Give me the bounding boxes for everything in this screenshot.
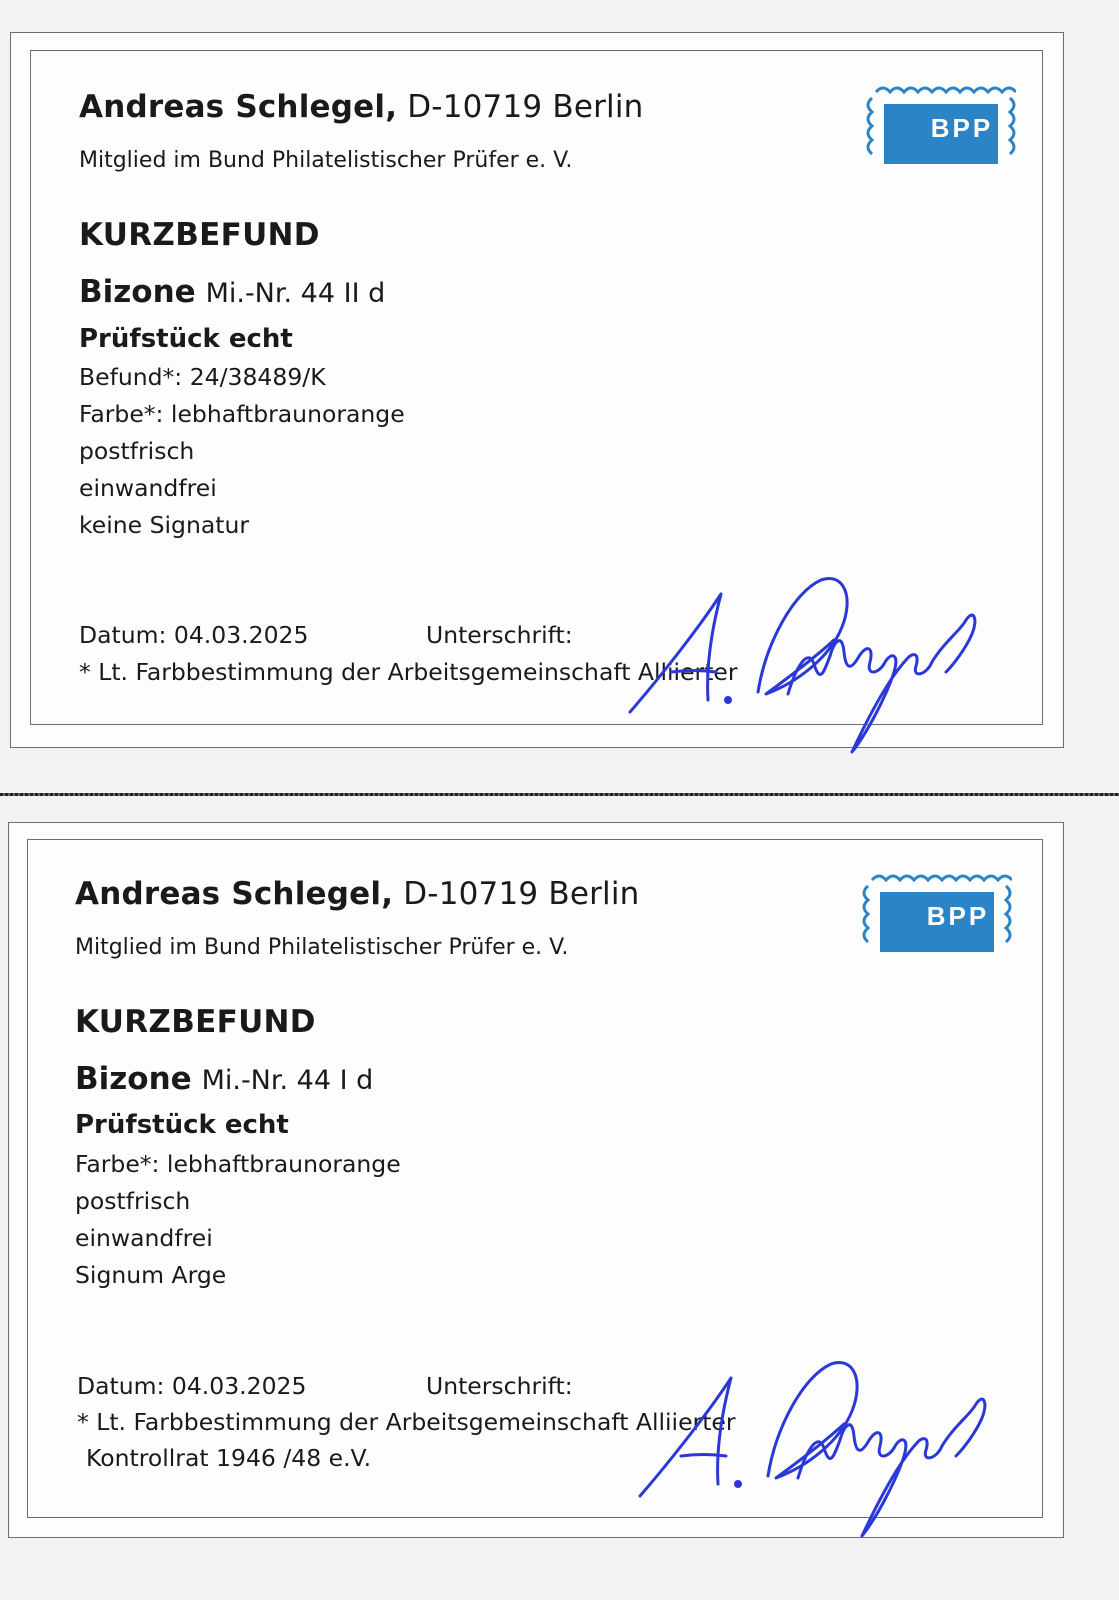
catalog-number: Mi.-Nr. 44 II d (205, 278, 386, 309)
detail-line: Signum Arge (75, 1261, 227, 1289)
detail-line: Farbe*: lebhaftbraunorange (75, 1150, 401, 1178)
stamp-identification (79, 274, 386, 310)
date-label: Datum: 04.03.2025 (79, 621, 309, 649)
bpp-badge-label: BPP (926, 901, 990, 931)
detail-line: Befund*: 24/38489/K (79, 363, 326, 391)
bpp-stamp-icon (862, 872, 1012, 962)
card-divider (0, 793, 1119, 796)
membership-line: Mitglied im Bund Philatelistischer Prüfer e. V. (75, 935, 569, 960)
verdict: Prüfstück echt (79, 324, 293, 354)
footnote-continued: Kontrollrat 1946 /48 e.V. (86, 1444, 372, 1472)
membership-line: Mitglied im Bund Philatelistischer Prüfer e. V. (79, 148, 573, 173)
signature (616, 572, 996, 762)
issuer-name: Andreas Schlegel, (75, 876, 394, 912)
issuer-name: Andreas Schlegel, (79, 89, 398, 125)
stamp-identification (75, 1061, 374, 1097)
detail-line: Farbe*: lebhaftbraunorange (79, 400, 405, 428)
issuer-header (75, 876, 640, 912)
detail-line: einwandfrei (75, 1224, 213, 1252)
footnote: * Lt. Farbbestimmung der Arbeitsgemeinschaft Alliierter (79, 658, 738, 686)
signature (626, 1356, 1006, 1546)
detail-line: keine Signatur (79, 511, 250, 539)
catalog-number: Mi.-Nr. 44 I d (201, 1065, 374, 1096)
issuer-header (79, 89, 644, 125)
detail-line: postfrisch (75, 1187, 191, 1215)
signature-label: Unterschrift: (426, 1372, 573, 1400)
detail-line: postfrisch (79, 437, 195, 465)
footnote: * Lt. Farbbestimmung der Arbeitsgemeinschaft Alliierter (77, 1408, 736, 1436)
detail-line: einwandfrei (79, 474, 217, 502)
issuer-city: D-10719 Berlin (407, 89, 644, 125)
document-title: KURZBEFUND (75, 1004, 316, 1040)
date-label: Datum: 04.03.2025 (77, 1372, 307, 1400)
area-name: Bizone (79, 274, 196, 310)
verdict: Prüfstück echt (75, 1110, 289, 1140)
bpp-stamp-icon (866, 84, 1016, 174)
document-title: KURZBEFUND (79, 217, 320, 253)
signature-label: Unterschrift: (426, 621, 573, 649)
bpp-badge-label: BPP (930, 113, 994, 143)
issuer-city: D-10719 Berlin (403, 876, 640, 912)
area-name: Bizone (75, 1061, 192, 1097)
